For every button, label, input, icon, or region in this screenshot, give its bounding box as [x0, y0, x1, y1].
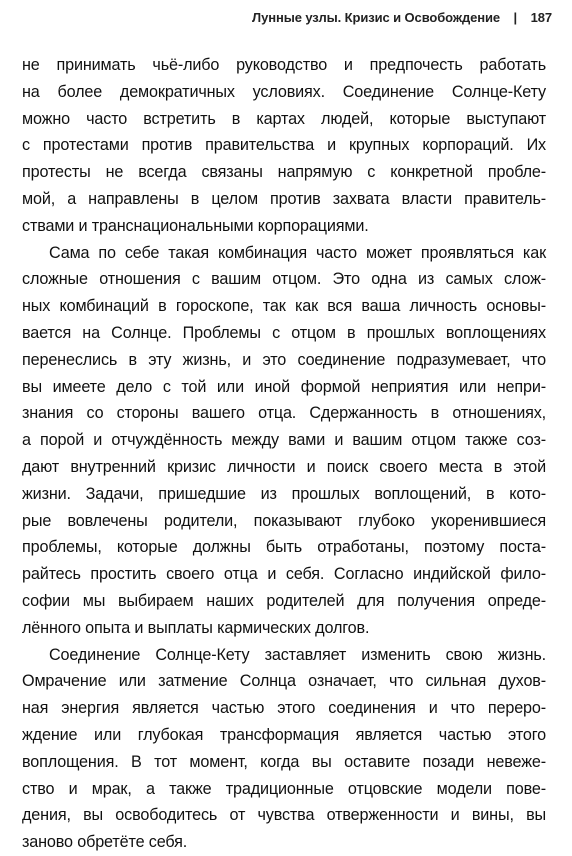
running-header	[252, 10, 552, 25]
text-line: протесты не всегда связаны напрямую с конкретной пробле-	[22, 163, 546, 182]
text-line: ждение или глубокая трансформация является частью этого	[22, 725, 546, 744]
text-line: ствами и транснациональными корпорациями.	[22, 216, 369, 235]
text-line: райтесь простить своего отца и себя. Согласно индийской фило-	[22, 565, 546, 584]
text-line: проблемы, которые должны быть отработаны, поэтому поста-	[22, 538, 546, 557]
text-line: Омрачение или затмение Солнца означает, что сильная духов-	[22, 672, 546, 691]
running-title: Лунные узлы. Кризис и Освобождение	[252, 10, 501, 25]
text-line: Сама по себе такая комбинация часто может проявляться как	[49, 243, 546, 262]
text-line: ство и мрак, а также традиционные отцовские модели пове-	[22, 779, 546, 798]
text-line: с протестами против правительства и крупных корпораций. Их	[22, 136, 546, 155]
text-line: Соединение Солнце-Кету заставляет изменить свою жизнь.	[49, 645, 546, 664]
text-line: дения, вы освободитесь от чувства отверженности и вины, вы	[22, 806, 546, 825]
header-separator: |	[513, 10, 518, 25]
text-line: жизни. Задачи, пришедшие из прошлых воплощений, в кото-	[22, 484, 546, 503]
text-line: вы имеете дело с той или иной формой неприятия или непри-	[22, 377, 546, 396]
text-line: не принимать чьё-либо руководство и предпочесть работать	[22, 56, 546, 74]
text-line: дают внутренний кризис личности и поиск своего места в этой	[22, 457, 546, 476]
text-line: можно часто встретить в картах людей, которые выступают	[22, 109, 546, 128]
text-line: ных комбинаций в гороскопе, так как вся ваша личность основы-	[22, 297, 546, 316]
text-line: вается на Солнце. Проблемы с отцом в прошлых воплощениях	[22, 323, 546, 342]
text-line: мой, а направлены в целом против захвата власти правитель-	[22, 189, 546, 208]
page-number: 187	[530, 10, 552, 25]
text-line: софии мы выбираем наших родителей для получения опреде-	[22, 591, 546, 610]
text-line: ная энергия является частью этого соединения и что перерo-	[22, 699, 546, 718]
text-line: на более демократичных условиях. Соединение Солнце-Кету	[22, 82, 546, 101]
text-line: перенеслись в эту жизнь, и это соединение подразумевает, что	[22, 350, 546, 369]
text-line: заново обретёте себя.	[22, 833, 188, 852]
text-line: сложные отношения с вашим отцом. Это одна из самых слож-	[22, 270, 546, 289]
body-text	[22, 52, 546, 856]
text-line: лённого опыта и выплаты кармических долгов.	[22, 618, 370, 637]
text-line: а порой и отчуждённость между вами и вашим отцом также соз-	[22, 431, 546, 450]
text-line: воплощения. В тот момент, когда вы оставите позади невеже-	[22, 752, 546, 771]
text-line: знания со стороны вашего отца. Сдержанность в отношениях,	[22, 404, 546, 423]
text-line: рые вовлечены родители, показывают глубоко укоренившиеся	[22, 511, 546, 530]
